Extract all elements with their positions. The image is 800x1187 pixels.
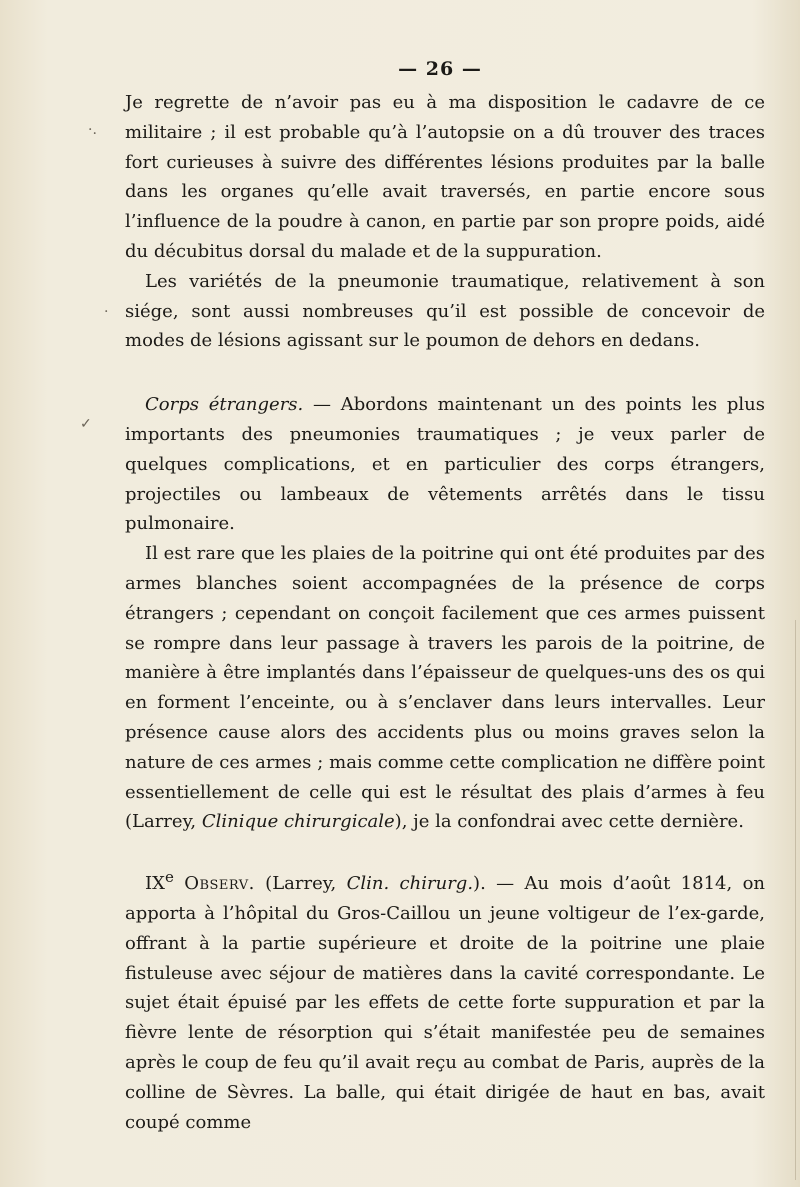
paragraph <box>125 863 765 1137</box>
observation-number: IX <box>145 873 165 895</box>
observation-ref-open: (Larrey, <box>254 873 347 895</box>
spacer <box>125 356 765 390</box>
citation: Clinique chirurgicale <box>201 811 395 833</box>
paragraph-text: ), je la confondrai avec cette dernière. <box>394 811 744 833</box>
margin-mark: ·. <box>88 122 97 138</box>
body-text <box>125 88 765 1137</box>
paragraph: Je regrette de n’avoir pas eu à ma disposition le cadavre de ce militaire ; il est probable qu’à l’autopsie on a dû trouver des traces fort curieuses à suivre des différentes lésions produites par la balle dans les organes qu’elle avait traversés, en partie encore sous l’influence de la poudre à canon, en partie par son propre poids, aidé du décubitus dorsal du malade et de la suppuration. <box>125 92 765 262</box>
section-heading: Corps étrangers. <box>145 394 304 416</box>
page-edge <box>795 620 796 1180</box>
observation-ref-close: ). <box>473 873 486 895</box>
paragraph <box>125 390 765 539</box>
observation-superscript: e <box>164 868 174 887</box>
margin-mark: ✓ <box>80 416 92 432</box>
paragraph: Les variétés de la pneumonie traumatique, relativement à son siége, sont aussi nombreuses qu’il est possible de concevoir de modes de lésions agissant sur le poumon de dehors en dedans. <box>125 270 765 352</box>
paragraph-text: Il est rare que les plaies de la poitrine qui ont été produites par des armes blanches soient accompagnées de la présence de corps étrangers ; cependant on conçoit facilement que ces armes puissent se rompre dans leur passage à travers les parois de la poitrine, de manière à être implantés dans l’épaisseur de quelques-uns des os qui en forment l’enceinte, ou à s’enclaver dans leurs intervalles. Leur présence cause alors des accidents plus ou moins graves selon la nature de ces armes ; mais comme cette complication ne diffère point essentiellement de celle qui est le résultat des plais d’armes à feu (Larrey, <box>125 543 765 833</box>
observation-reference: Clin. chirurg. <box>346 873 474 895</box>
spacer <box>125 837 765 863</box>
paragraph-text: — Abordons maintenant un des points les plus importants des pneumonies traumatiques ; je veux parler de quelques complications, et en particulier des corps étrangers, projectiles ou lambeaux de vêtements arrêtés dans le tissu pulmonaire. <box>125 394 765 535</box>
observation-label: Observ. <box>184 873 255 895</box>
paragraph-text: — Au mois d’août 1814, on apporta à l’hôpital du Gros-Caillou un jeune voltigeur de l’ex-garde, offrant à la partie supérieure et droite de la poitrine une plaie fistuleuse avec séjour de matières dans la cavité correspondante. Le sujet était épuisé par les effets de cette forte suppuration et par la fièvre lente de résorption qui s’était manifestée peu de semaines après le coup de feu qu’il avait reçu au combat de Paris, auprès de la colline de Sèvres. La balle, qui était dirigée de haut en bas, avait coupé comme <box>125 873 765 1133</box>
page-number: — 26 — <box>398 58 482 80</box>
margin-mark: . <box>104 300 109 316</box>
paragraph <box>125 539 765 837</box>
